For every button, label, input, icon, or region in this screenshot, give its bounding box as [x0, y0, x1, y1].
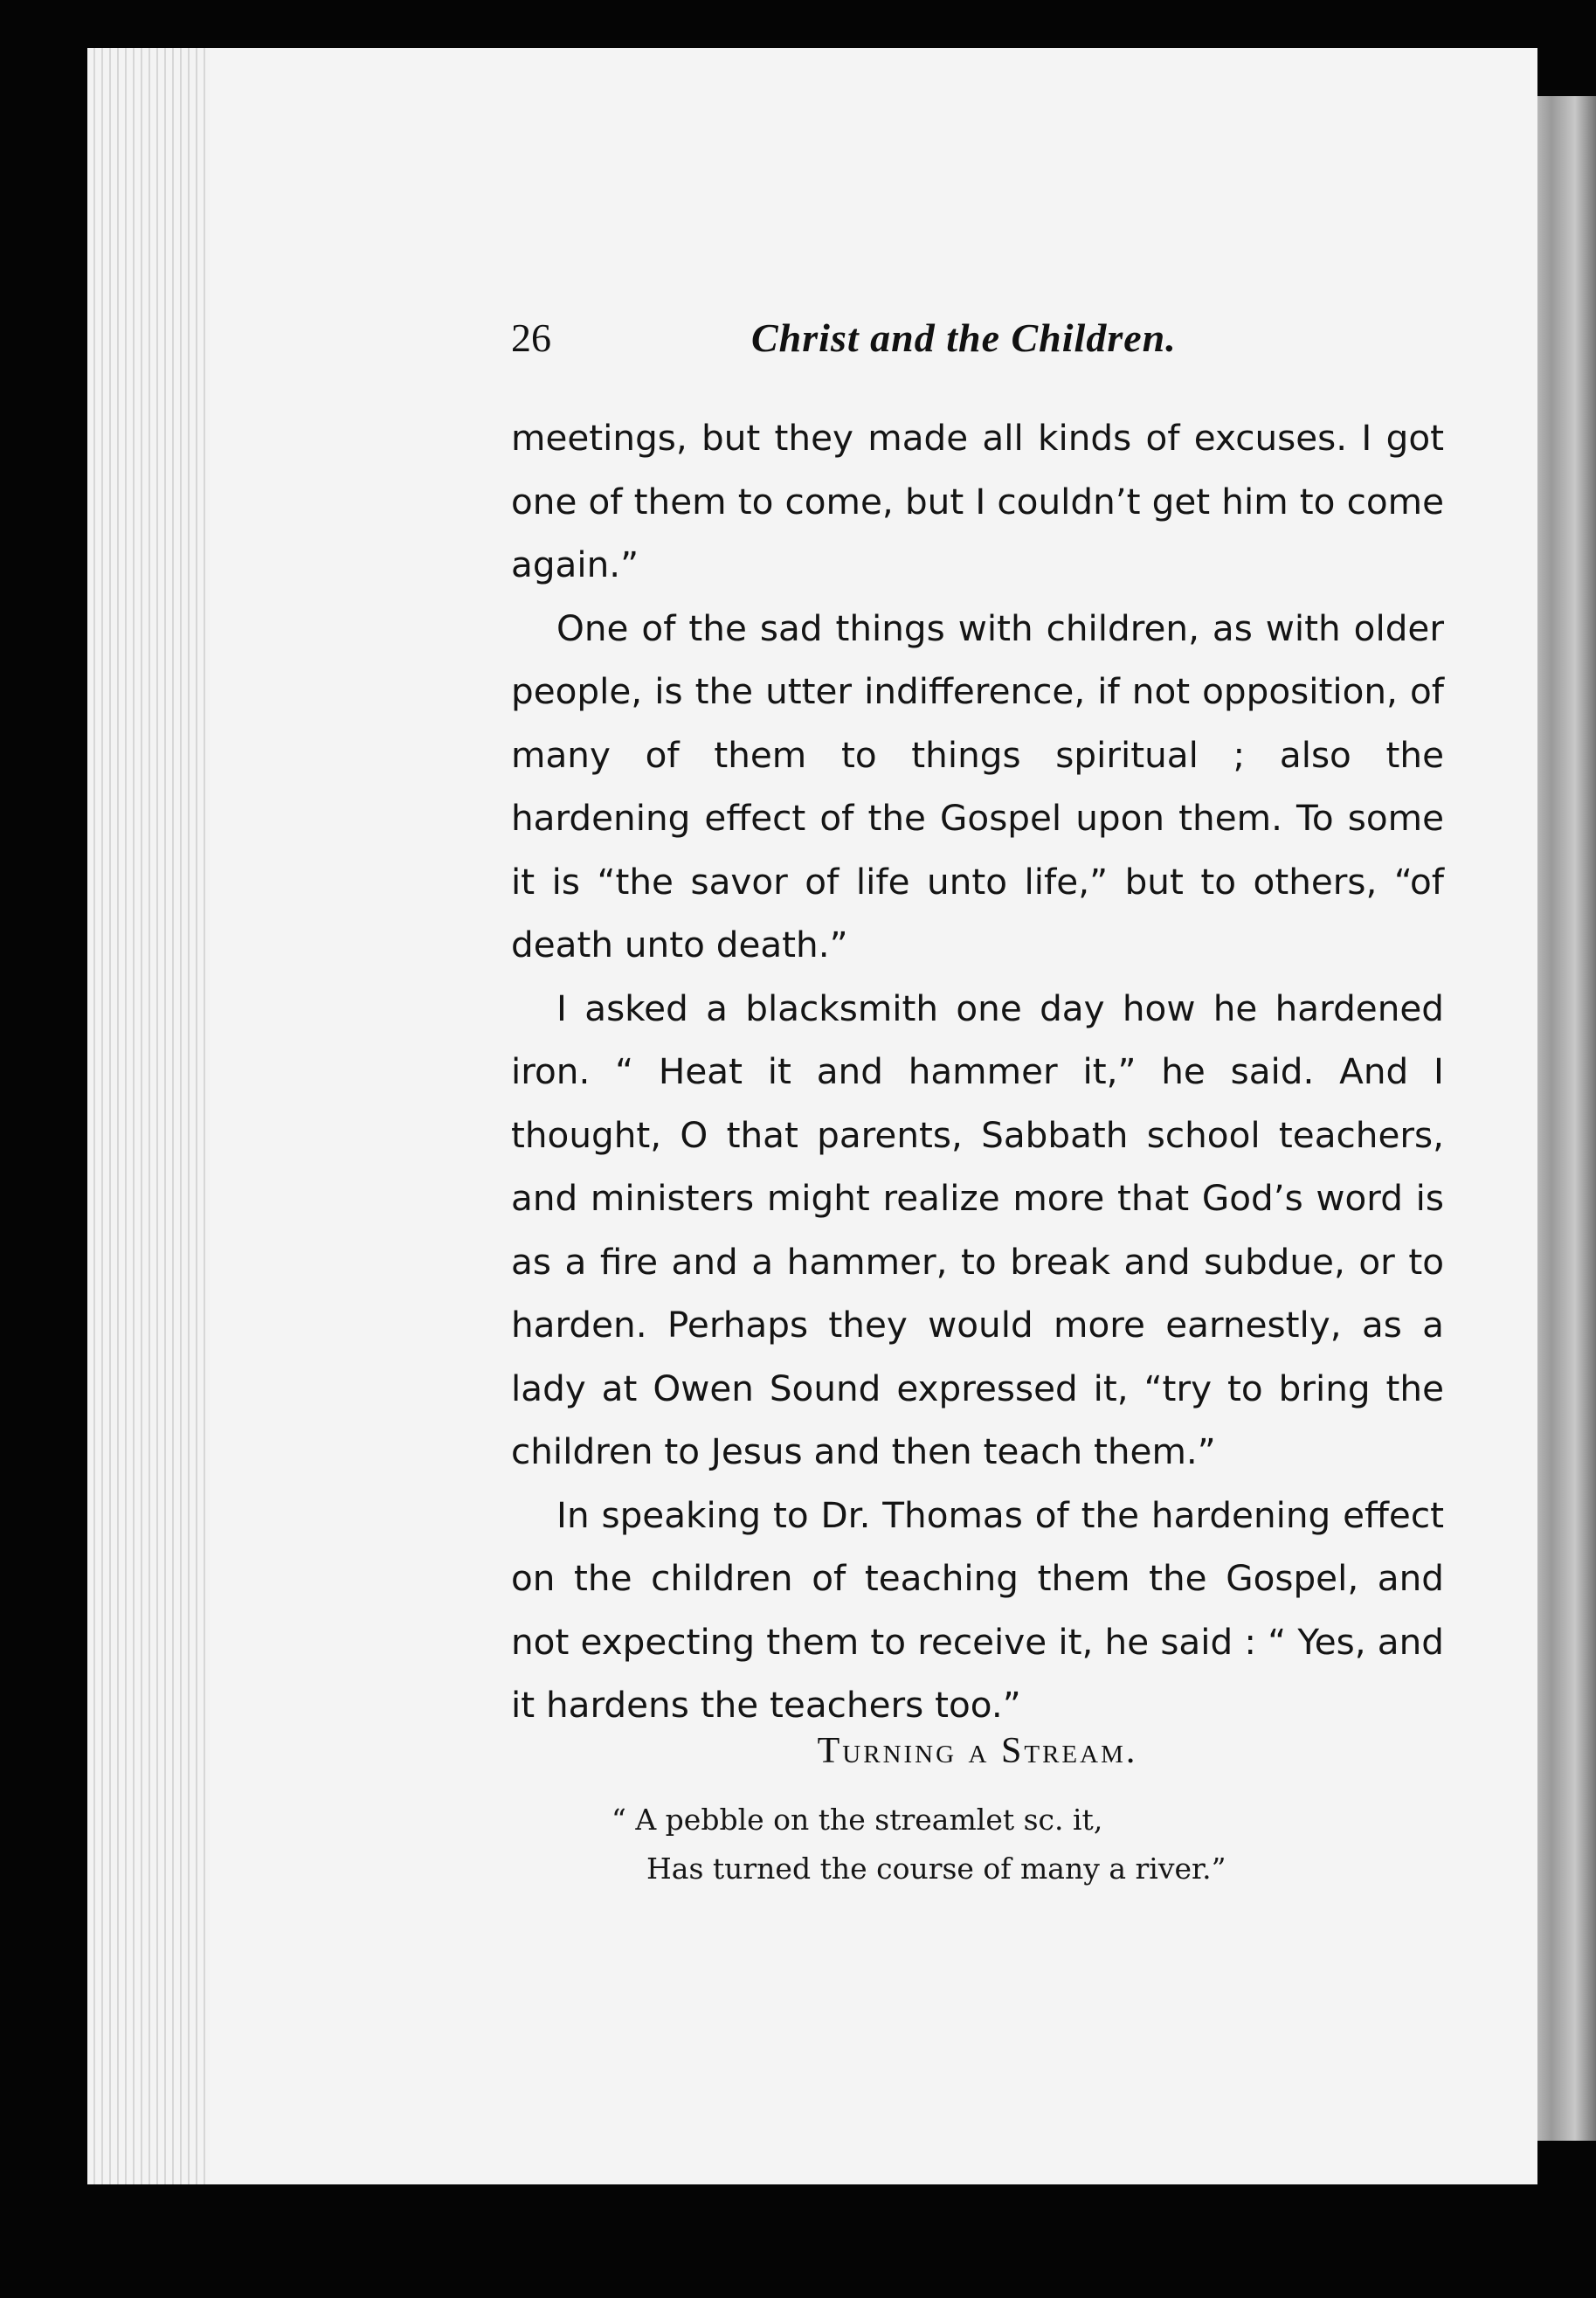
epigraph	[611, 1796, 1398, 1893]
epigraph-line-1: “ A pebble on the streamlet sc. it,	[611, 1803, 1103, 1837]
paragraph-2: One of the sad things with children, as with older people, is the utter indifference, if not opposition, of many of them to things spiritual ; also the hardening effect of the Gospel upon them. To some it is “the savor of life unto life,” but to others, “of death unto death.”	[511, 606, 1444, 966]
epigraph-line-2: Has turned the course of many a river.”	[646, 1852, 1226, 1886]
paragraph-1: meetings, but they made all kinds of excuses. I got one of them to come, but I couldn’t get him to come again.”	[511, 417, 1444, 585]
paragraph-4: In speaking to Dr. Thomas of the hardening effect on the children of teaching them the Gospel, and not expecting them to receive it, he said : “ Yes, and it hardens the teachers too.”	[511, 1493, 1444, 1726]
running-title: Christ and the Children.	[751, 315, 1177, 360]
page-number: 26	[511, 315, 551, 360]
page-stack-left-edge	[87, 48, 210, 2184]
section-heading: Turning a Stream.	[817, 1731, 1138, 1771]
body-text	[511, 406, 1444, 1737]
running-head	[511, 315, 1596, 376]
paragraph-3: I asked a blacksmith one day how he hardened iron. “ Heat it and hammer it,” he said. And I thought, O that parents, Sabbath school teachers, and ministers might realize more that God’s word is as a fire and a hammer, to break and subdue, or to harden. Perhaps they would more earnestly, as a lady at Owen Sound expressed it, “try to bring the children to Jesus and then teach them.”	[511, 986, 1444, 1472]
